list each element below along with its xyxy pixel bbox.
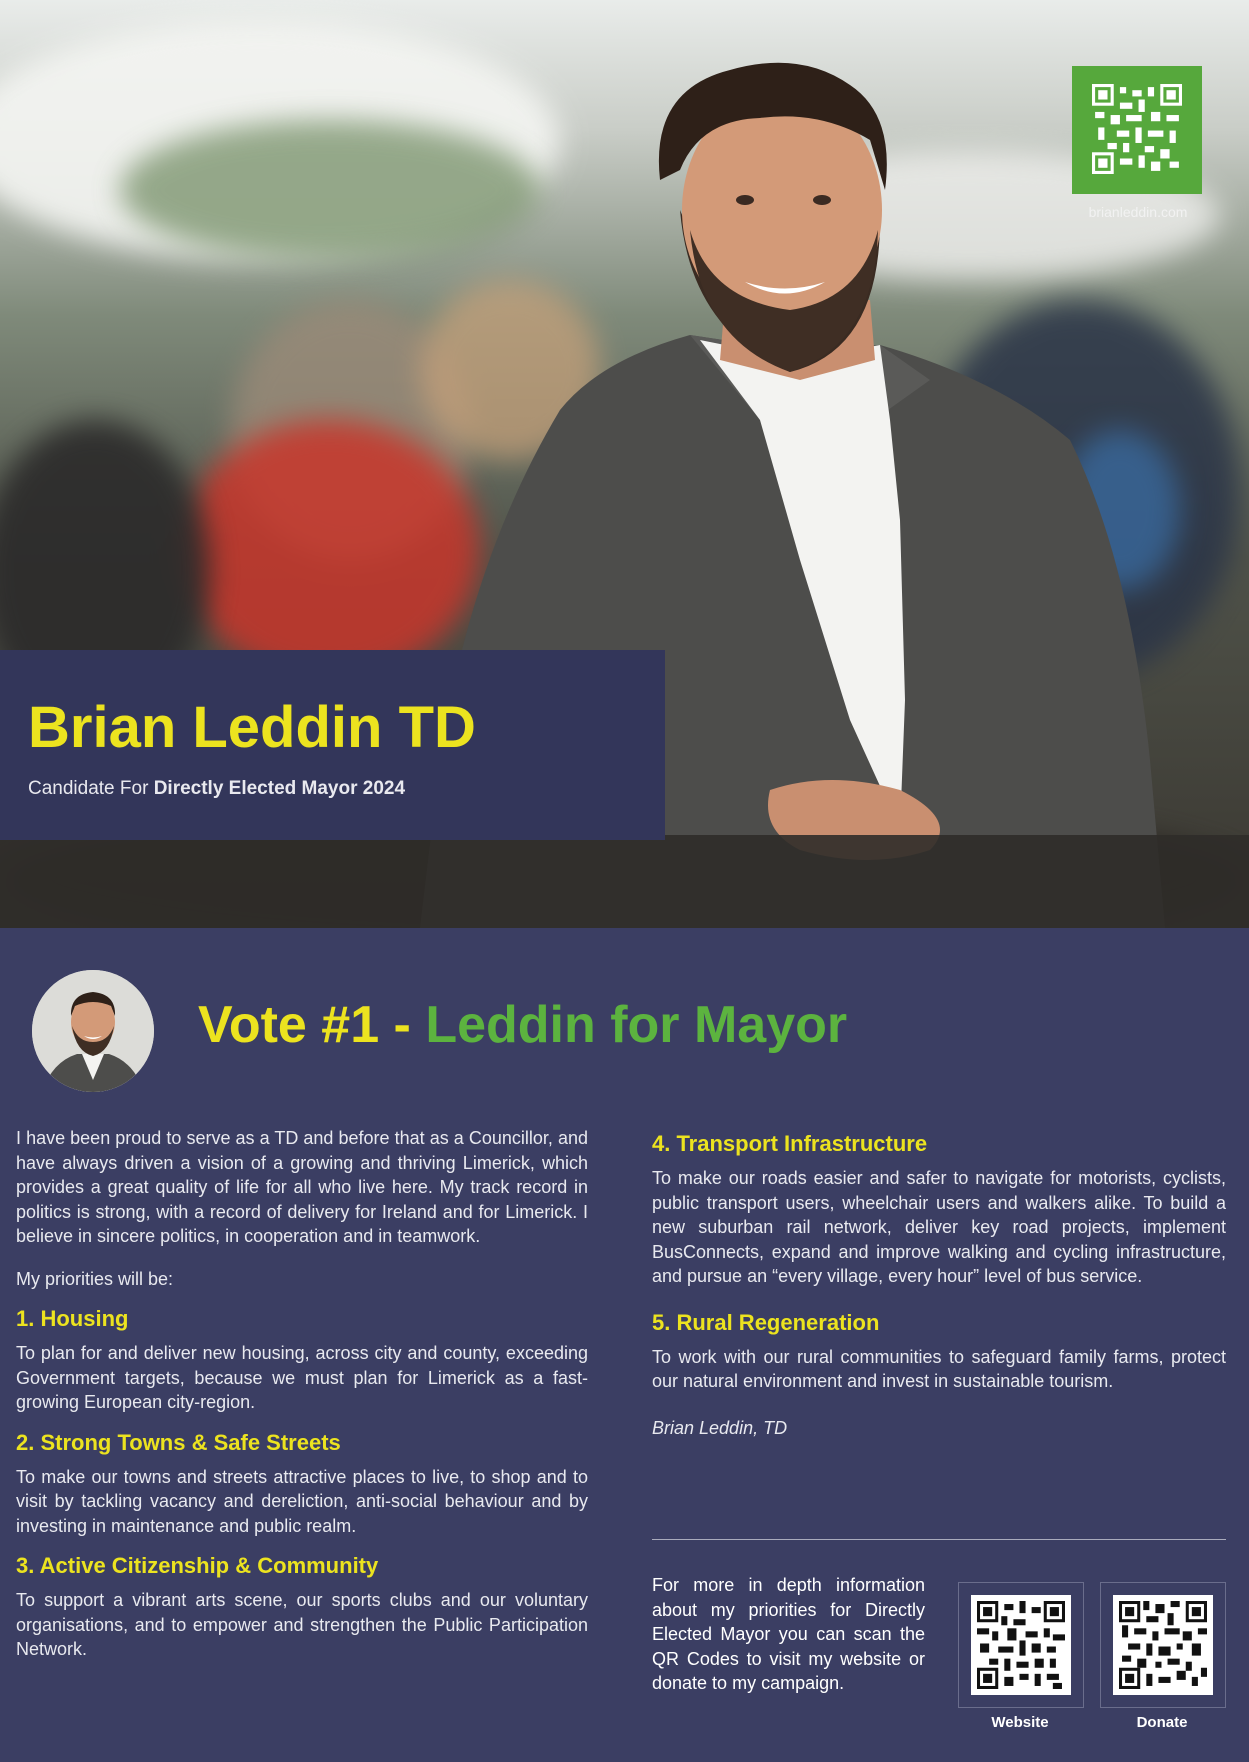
donate-qr-label: Donate — [1136, 1714, 1188, 1731]
priority-heading-housing: 1. Housing — [16, 1306, 129, 1331]
priority-text-transport: To make our roads easier and safer to navigate for motorists, cyclists, public transport users, wheelchair users and walkers alike. To build a new suburban rail network, deliver key road projects, implement BusConnects, expand and improve walking and cycling infrastructure, and pursue an “every village, every hour” level of bus service. — [652, 1168, 1226, 1286]
signature: Brian Leddin, TD — [652, 1417, 788, 1438]
more-info-text: For more in depth information about my priorities for Directly Elected Mayor you can scan the QR Codes to visit my website or donate to my campaign. — [652, 1575, 925, 1693]
slogan — [198, 995, 847, 1055]
priority-heading-transport: 4. Transport Infrastructure — [652, 1131, 928, 1156]
right-column — [652, 1130, 1226, 1440]
priority-text-rural: To work with our rural communities to safeguard family farms, protect our natural environment and invest in sustainable tourism. — [652, 1346, 1226, 1391]
slogan-vote: Vote #1 - — [198, 996, 426, 1054]
avatar-portrait — [32, 970, 154, 1092]
qr-code-icon — [1119, 1601, 1207, 1689]
subtitle-prefix: Candidate For — [28, 778, 154, 799]
qr-code-icon — [1092, 84, 1182, 174]
priority-heading-active-citizenship: 3. Active Citizenship & Community — [16, 1553, 379, 1578]
candidate-subtitle — [28, 778, 405, 800]
website-qr-badge[interactable] — [1072, 66, 1202, 194]
website-url[interactable]: brianleddin.com — [1088, 204, 1188, 220]
candidate-name: Brian Leddin TD — [28, 695, 476, 760]
priority-text-housing: To plan for and deliver new housing, across city and county, exceeding Government targets, because we must plan for Limerick as a fast-growing European city-region. — [16, 1343, 588, 1412]
slogan-leddin: Leddin for Mayor — [425, 996, 848, 1054]
priority-text-active-citizenship: To support a vibrant arts scene, our sports clubs and our voluntary organisations, and to empower and strengthen the Public Participation Network. — [16, 1590, 588, 1659]
donate-qr-code[interactable] — [1100, 1582, 1226, 1708]
left-column — [16, 1126, 588, 1662]
avatar — [32, 970, 154, 1092]
website-qr-code[interactable] — [958, 1582, 1084, 1708]
priority-heading-strong-towns: 2. Strong Towns & Safe Streets — [16, 1429, 341, 1455]
website-qr-label: Website — [991, 1714, 1049, 1731]
subtitle-office: Directly Elected Mayor 2024 — [153, 778, 406, 799]
priorities-intro: My priorities will be: — [16, 1268, 174, 1289]
intro-paragraph: I have been proud to serve as a TD and before that as a Councillor, and have always driven a vision of a growing and thriving Limerick, which provides a great quality of life for all who live here. My track record in politics is strong, with a record of delivery for Ireland and for Limerick. I believe in sincere politics, in cooperation and in teamwork. — [16, 1128, 588, 1246]
priority-heading-rural: 5. Rural Regeneration — [652, 1309, 880, 1335]
priority-text-strong-towns: To make our towns and streets attractive places to live, to shop and to visit by tackling vacancy and dereliction, anti-social behaviour and by investing in maintenance and public realm. — [16, 1466, 588, 1536]
qr-code-icon — [977, 1601, 1065, 1689]
divider — [652, 1539, 1226, 1540]
